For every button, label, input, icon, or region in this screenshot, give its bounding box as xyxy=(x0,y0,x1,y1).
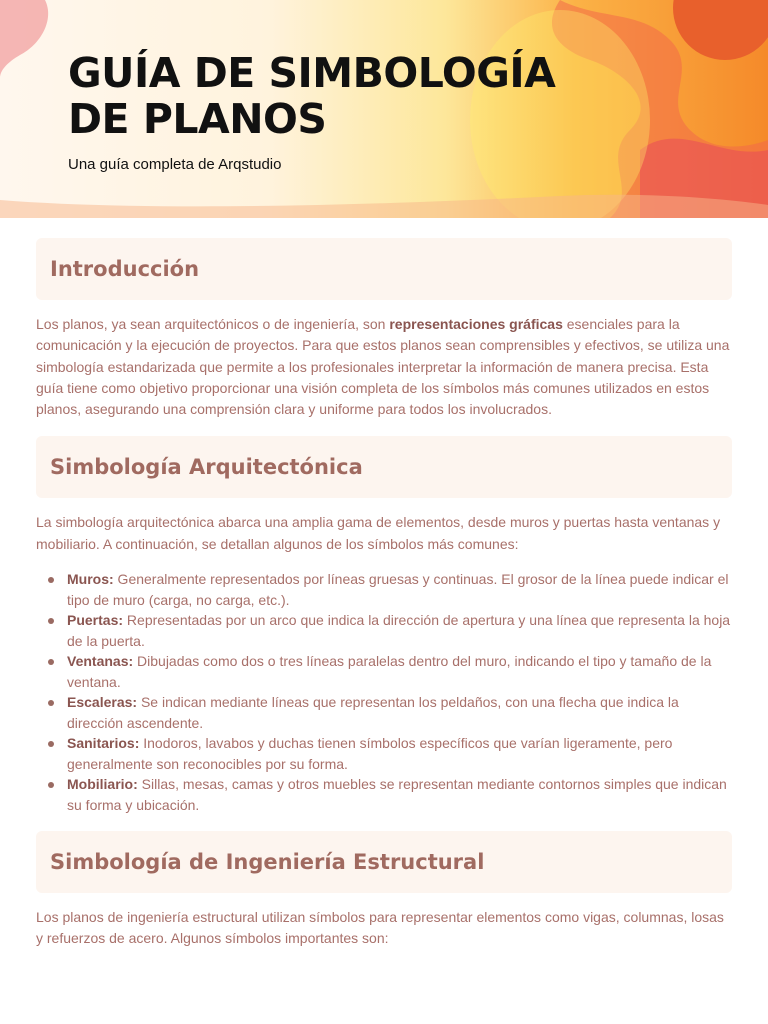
bullet-icon xyxy=(48,618,54,624)
arquitectonica-paragraph: La simbología arquitectónica abarca una amplia gama de elementos, desde muros y puertas hasta ventanas y mobiliario. A continuación, se detallan algunos de los símbolos más comunes: xyxy=(36,514,721,552)
bullet-icon xyxy=(48,782,54,788)
list-item xyxy=(36,692,732,733)
document-title: GUÍA DE SIMBOLOGÍA DE PLANOS xyxy=(68,49,556,143)
document-subtitle: Una guía completa de Arqstudio xyxy=(68,156,282,173)
section-title: Simbología Arquitectónica xyxy=(50,455,363,480)
section-title: Introducción xyxy=(50,257,200,281)
item-term: Sanitarios: xyxy=(67,735,140,752)
title-block xyxy=(68,50,628,173)
intro-paragraph xyxy=(36,314,732,420)
item-desc: Dibujadas como dos o tres líneas paralelas dentro del muro, indicando el tipo y tamaño de la ventana. xyxy=(67,653,712,690)
list-item xyxy=(36,610,732,651)
item-term: Escaleras: xyxy=(67,694,138,711)
item-term: Ventanas: xyxy=(67,653,134,670)
section-title: Simbología de Ingeniería Estructural xyxy=(50,850,485,875)
symbol-list xyxy=(36,569,732,815)
item-desc: Inodoros, lavabos y duchas tienen símbolos específicos que varían ligeramente, pero generalmente son reconocibles por su forma. xyxy=(67,735,673,772)
intro-text-bold: representaciones gráficas xyxy=(389,316,563,332)
list-item xyxy=(36,774,732,815)
bullet-icon xyxy=(48,741,54,747)
item-term: Mobiliario: xyxy=(67,776,138,793)
intro-text-start: Los planos, ya sean arquitectónicos o de ingeniería, son xyxy=(36,316,390,332)
header-banner xyxy=(0,0,768,218)
list-item xyxy=(36,733,732,774)
item-term: Muros: xyxy=(67,571,114,588)
bullet-icon xyxy=(48,659,54,665)
document-body xyxy=(36,238,732,950)
intro-text-end: esenciales para la comunicación y la ejecución de proyectos. Para que estos planos sean comprensibles y efectivos, se utiliza una simbología estandarizada que permite a los profesionales interpretar la información de manera precisa. Esta guía tiene como objetivo proporcionar una visión completa de los símbolos más comunes utilizados en estos planos, asegurando una comprensión clara y uniforme para todos los involucrados. xyxy=(36,316,730,418)
item-desc: Generalmente representados por líneas gruesas y continuas. El grosor de la línea puede indicar el tipo de muro (carga, no carga, etc.). xyxy=(67,571,729,608)
section-heading-estructural xyxy=(36,831,732,893)
list-item xyxy=(36,569,732,610)
item-desc: Representadas por un arco que indica la dirección de apertura y una línea que representa la hoja de la puerta. xyxy=(67,612,731,649)
item-desc: Sillas, mesas, camas y otros muebles se representan mediante contornos simples que indican su forma y ubicación. xyxy=(67,776,727,813)
bullet-icon xyxy=(48,700,54,706)
item-term: Puertas: xyxy=(67,612,124,629)
section-heading-arquitectonica xyxy=(36,436,732,498)
estructural-paragraph: Los planos de ingeniería estructural utilizan símbolos para representar elementos como vigas, columnas, losas y refuerzos de acero. Algunos símbolos importantes son: xyxy=(36,909,724,947)
bullet-icon xyxy=(48,577,54,583)
item-desc: Se indican mediante líneas que representan los peldaños, con una flecha que indica la dirección ascendente. xyxy=(67,694,679,731)
list-item xyxy=(36,651,732,692)
section-heading-introduccion xyxy=(36,238,732,300)
